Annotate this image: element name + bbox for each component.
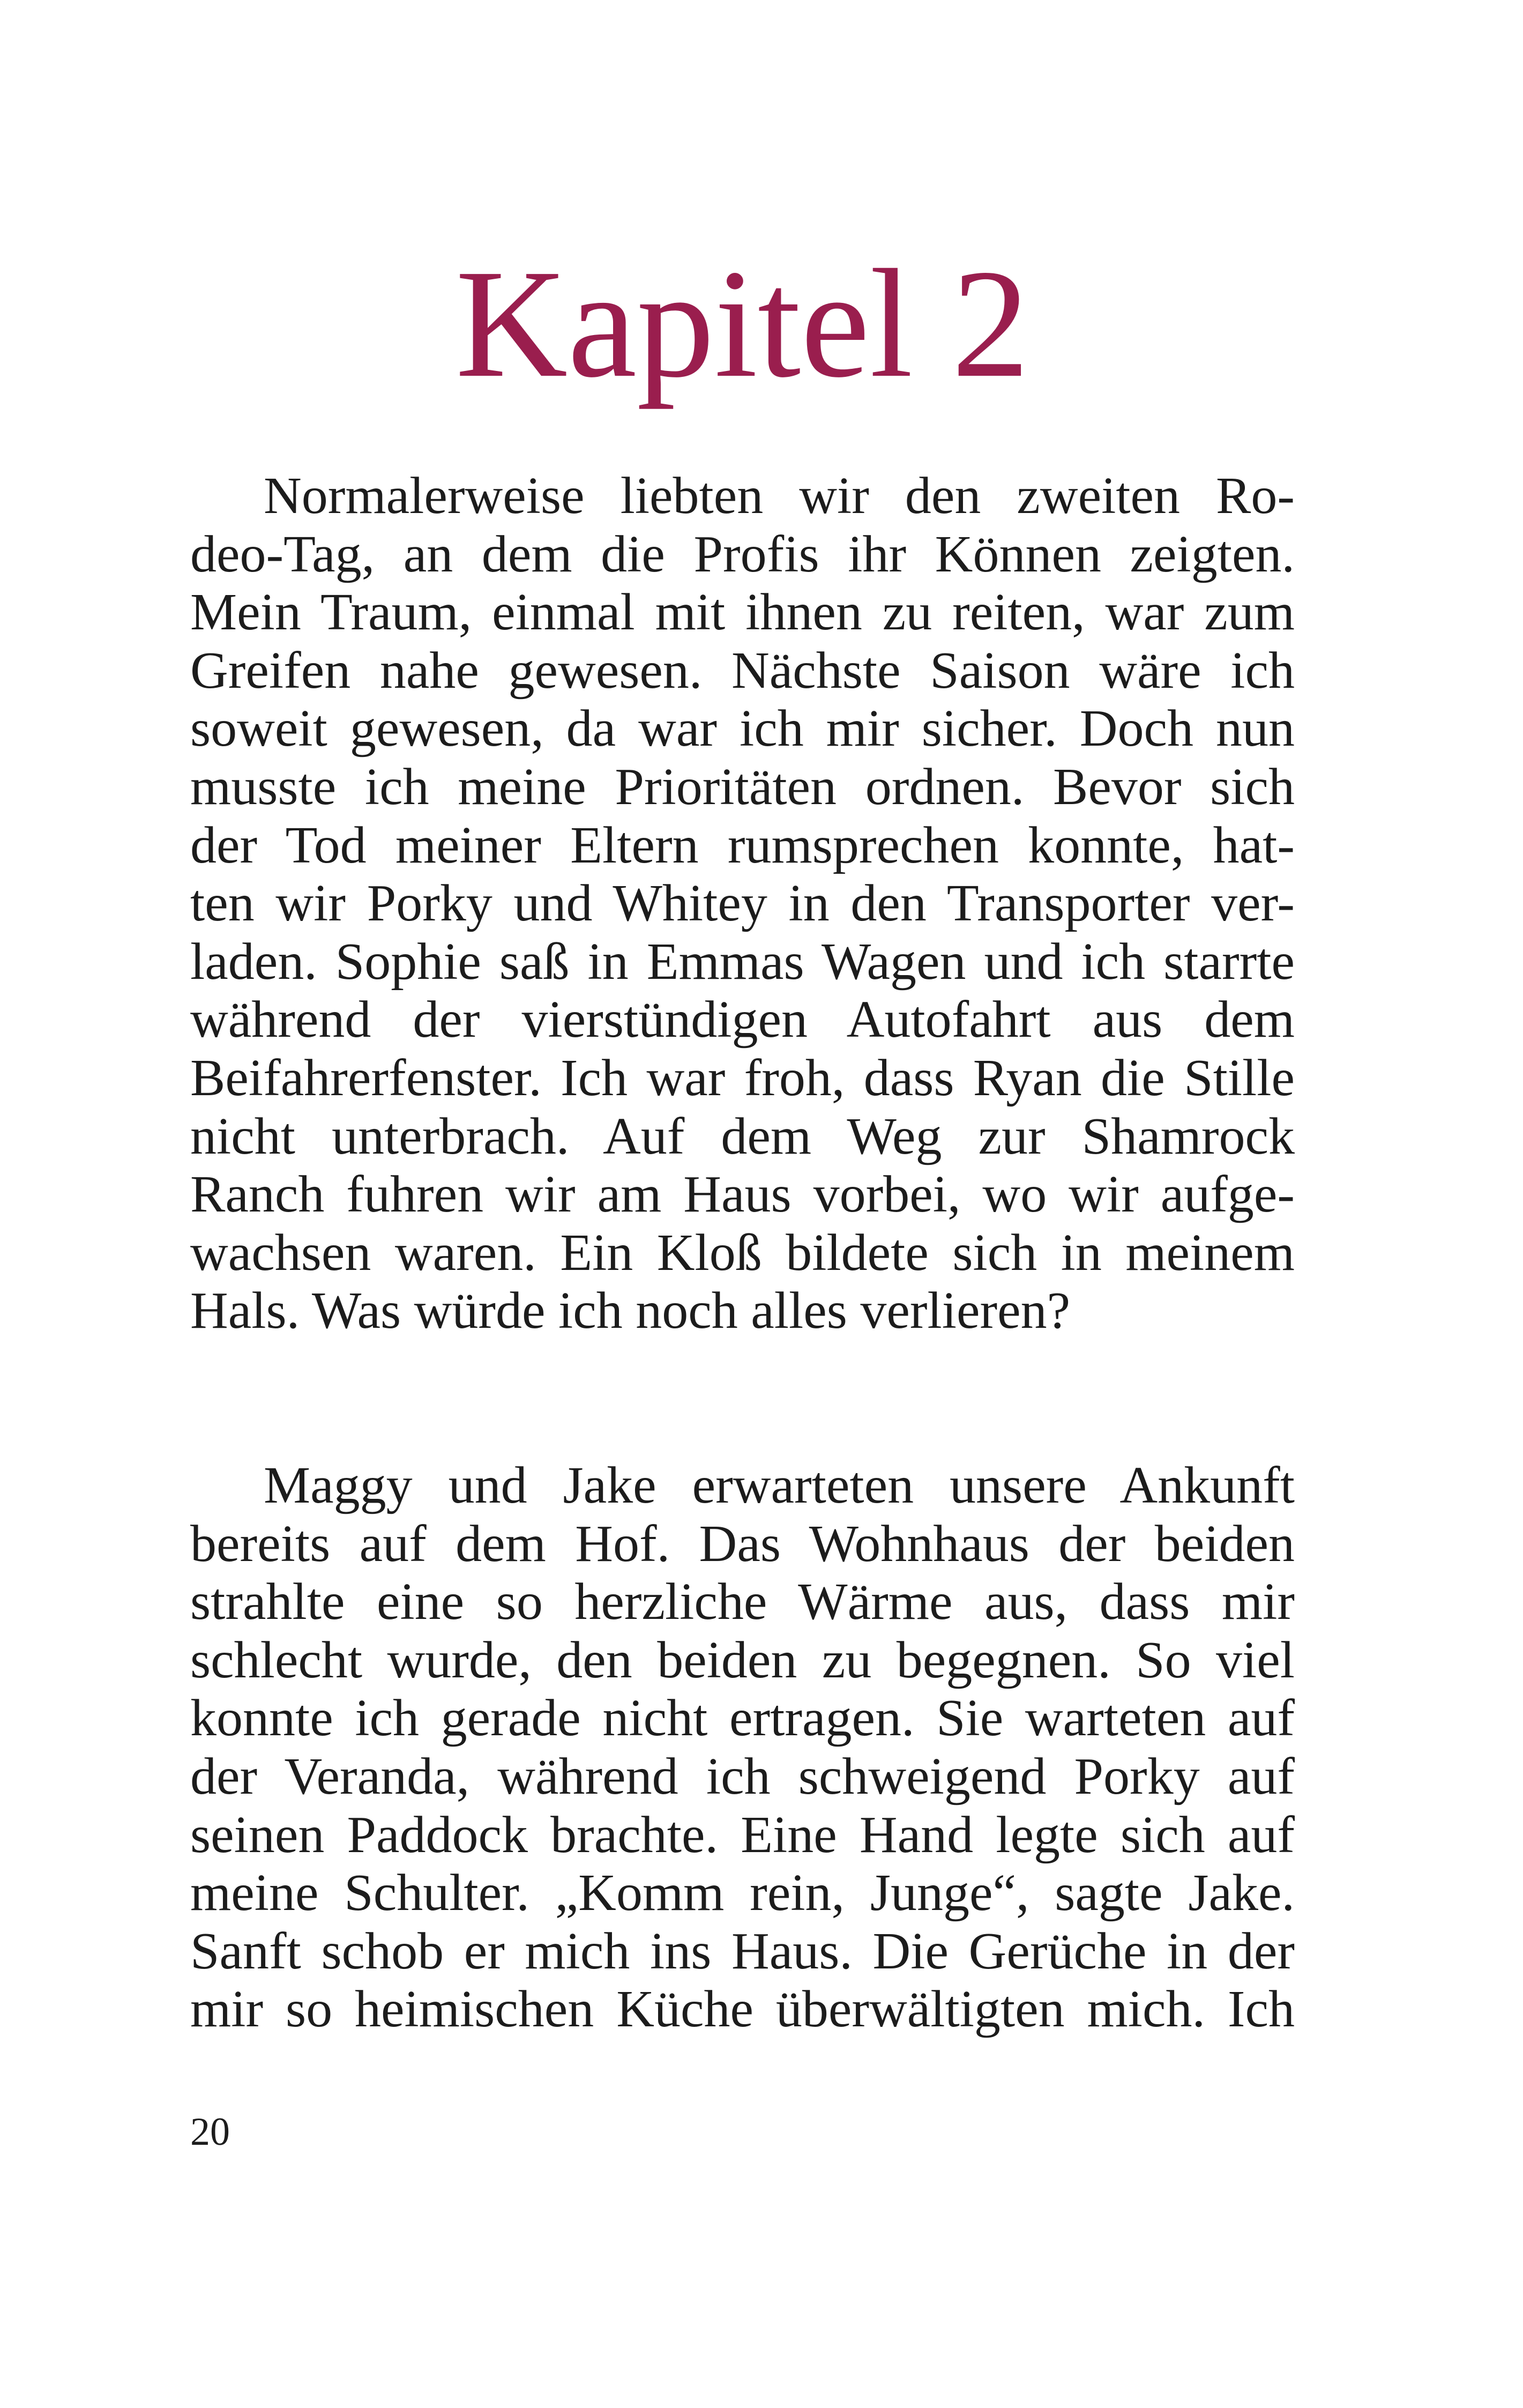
text-line: der Tod meiner Eltern rumsprechen konnte, hat- bbox=[190, 816, 1295, 874]
text-line: Maggy und Jake erwarteten unsere Ankunft bbox=[264, 1456, 1295, 1515]
text-line: Normalerweise liebten wir den zweiten Ro- bbox=[264, 467, 1295, 525]
text-line: soweit gewesen, da war ich mir sicher. Doch nun bbox=[190, 700, 1295, 758]
text-line: ten wir Porky und Whitey in den Transporter ver- bbox=[190, 874, 1295, 933]
page-number: 20 bbox=[190, 2110, 230, 2154]
body-text bbox=[190, 467, 1295, 2039]
text-line: meine Schulter. „Komm rein, Junge“, sagte Jake. bbox=[190, 1864, 1295, 1922]
text-line: wachsen waren. Ein Kloß bildete sich in meinem bbox=[190, 1223, 1295, 1282]
text-line: deo-Tag, an dem die Profis ihr Können zeigten. bbox=[190, 525, 1295, 583]
text-line: seinen Paddock brachte. Eine Hand legte sich auf bbox=[190, 1805, 1295, 1864]
text-line: Ranch fuhren wir am Haus vorbei, wo wir aufge- bbox=[190, 1165, 1295, 1224]
paragraph bbox=[190, 1456, 1295, 2039]
text-line: mir so heimischen Küche überwältigten mich. Ich bbox=[190, 1980, 1295, 2039]
paragraph bbox=[190, 467, 1295, 1340]
text-line: Hals. Was würde ich noch alles verlieren? bbox=[190, 1282, 1071, 1340]
text-line: Sanft schob er mich ins Haus. Die Gerüche in der bbox=[190, 1922, 1295, 1980]
text-line: laden. Sophie saß in Emmas Wagen und ich starrte bbox=[190, 932, 1295, 991]
text-line: Greifen nahe gewesen. Nächste Saison wäre ich bbox=[190, 641, 1295, 700]
text-line: strahlte eine so herzliche Wärme aus, dass mir bbox=[190, 1573, 1295, 1631]
text-line: konnte ich gerade nicht ertragen. Sie warteten auf bbox=[190, 1689, 1295, 1748]
text-line: Mein Traum, einmal mit ihnen zu reiten, war zum bbox=[190, 583, 1295, 642]
chapter-title: Kapitel 2 bbox=[455, 237, 1030, 410]
text-line: Beifahrerfenster. Ich war froh, dass Ryan die Stille bbox=[190, 1049, 1295, 1107]
text-line: schlecht wurde, den beiden zu begegnen. So viel bbox=[190, 1631, 1295, 1689]
text-line: der Veranda, während ich schweigend Porky auf bbox=[190, 1748, 1295, 1806]
text-line: bereits auf dem Hof. Das Wohnhaus der beiden bbox=[190, 1514, 1295, 1573]
text-line: während der vierstündigen Autofahrt aus dem bbox=[190, 991, 1295, 1049]
text-line: musste ich meine Prioritäten ordnen. Bevor sich bbox=[190, 757, 1295, 816]
text-line: nicht unterbrach. Auf dem Weg zur Shamrock bbox=[190, 1107, 1295, 1165]
